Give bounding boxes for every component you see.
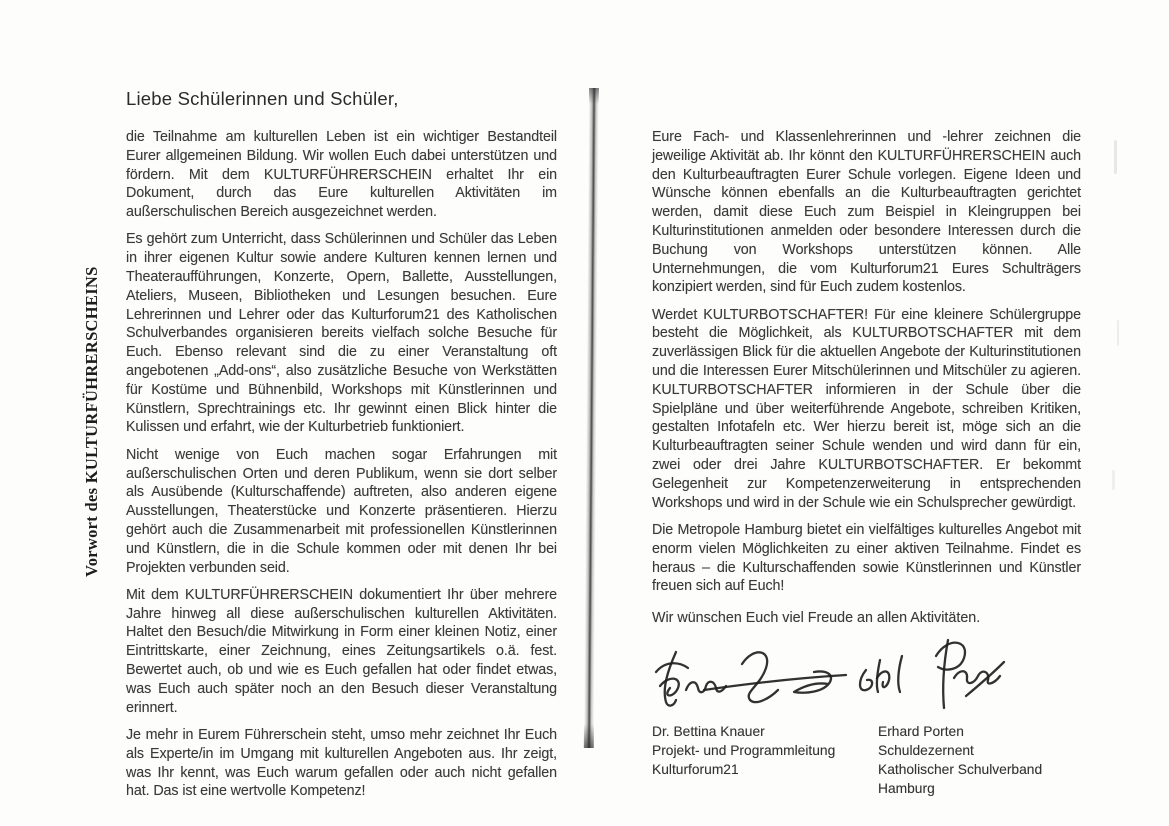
page-fold-line <box>584 88 599 748</box>
signatory-right <box>878 722 1081 798</box>
signature-erhard-porten-image <box>850 634 1010 718</box>
scan-artifact <box>1114 140 1117 174</box>
paragraph: Die Metropole Hamburg bietet ein vielfältiges kulturelles Angebot mit enorm vielen Möglichkeiten zu einer aktiven Teilnahme. Findet es heraus – die Kulturschaffenden sowie Künstlerinnen und Künstler freuen sich auf Euch! <box>652 521 1081 595</box>
left-page <box>126 88 557 810</box>
paragraph: Werdet KULTURBOTSCHAFTER! Für eine kleinere Schülergruppe besteht die Möglichkeit, als KULTURBOTSCHAFTER mit dem zuverlässigen Blick für die aktuellen Angebote der Kulturinstitutionen und die Interessen Eurer Mitschülerinnen und Mitschüler zu agieren. KULTURBOTSCHAFTER informieren in der Schule über die Spielpläne und über weiterführende Angebote, schreiben Kritiken, gestalten Infotafeln etc. Wer hierzu bereit ist, möge sich an die Kulturbeauftragten seiner Schule wenden und wird dann für ein, zwei oder drei Jahre KULTURBOTSCHAFTER. Er bekommt Gelegenheit zur Kompetenzerweiterung in entsprechenden Workshops und wird in der Schule wie ein Schulsprecher gewürdigt. <box>652 306 1081 511</box>
signatory-organization: Katholischer Schulverband Hamburg <box>878 761 1043 796</box>
paragraph: Je mehr in Eurem Führerschein steht, umso mehr zeichnet Ihr Euch als Experte/in im Umgang mit kulturellen Angeboten aus. Ihr zeigt, was Ihr kennt, was Euch warum gefallen oder auch nicht gefallen hat. Das ist eine wertvolle Kompetenz! <box>126 726 557 800</box>
greeting-heading: Liebe Schülerinnen und Schüler, <box>126 88 399 109</box>
signatories-block <box>652 722 1081 798</box>
paragraph: Nicht wenige von Euch machen sogar Erfahrungen mit außerschulischen Orten und deren Publikum, wenn sie dort selber als Ausübende (Kulturschaffende) auftreten, also anderen eigene Ausstellungen, Theaterstücke und Konzerte präsentieren. Hierzu gehört auch die Zusammenarbeit mit professionellen Künstlerinnen und Künstlern, die in die Schule kommen oder mit denen Ihr bei Projekten verbunden seid. <box>126 446 557 576</box>
paragraph: Mit dem KULTURFÜHRERSCHEIN dokumentiert Ihr über mehrere Jahre hinweg all diese außerschulischen kulturellen Aktivitäten. Haltet den Besuch/die Mitwirkung in Form einer kleinen Notiz, einer Eintrittskarte, einer Zeichnung, eines Zeitungsartikels o.ä. fest. Bewertet auch, ob und wie es Euch gefallen hat oder findet etwas, was Euch auch später noch an den Besuch dieser Veranstaltung erinnert. <box>126 586 557 716</box>
paragraph: Eure Fach- und Klassenlehrerinnen und -lehrer zeichnen die jeweilige Aktivität ab. Ihr könnt den KULTURFÜHRERSCHEIN auch den Kulturbeauftragten Eurer Schule vorlegen. Eigene Ideen und Wünsche können ebenfalls an die Kulturbeauftragten gerichtet werden, damit diese Euch zum Beispiel in Kleingruppen bei Kulturinstitutionen anmelden oder besondere Interessen durch die Buchung von Workshops unterstützen können. Alle Unternehmungen, die vom Kulturforum21 Eures Schulträgers konzipiert werden, sind für Euch zudem kostenlos. <box>652 129 1081 296</box>
signatory-name: Erhard Porten <box>878 723 964 739</box>
signatory-name: Dr. Bettina Knauer <box>652 723 765 739</box>
signatory-left <box>652 722 878 798</box>
right-page <box>652 128 1081 798</box>
paragraph: die Teilnahme am kulturellen Leben ist ein wichtiger Bestandteil Eurer allgemeinen Bildung. Wir wollen Euch dabei unterstützen und fördern. Mit dem KULTURFÜHRERSCHEIN erhaltet Ihr ein Dokument, durch das Eure kulturellen Aktivitäten im außerschulischen Bereich ausgezeichnet werden. <box>126 129 557 221</box>
scan-artifact <box>1117 320 1119 346</box>
paragraph: Es gehört zum Unterricht, dass Schülerinnen und Schüler das Leben in ihrer eigenen Kultur sowie andere Kulturen kennen lernen und Theateraufführungen, Konzerte, Opern, Ballette, Ausstellungen, Ateliers, Museen, Bibliotheken und Lesungen besuchen. Eure Lehrerinnen und Lehrer oder das Kulturforum21 des Katholischen Schulverbandes organisieren bereits vielfach solche Besuche für Euch. Ebenso relevant sind die zu einer Veranstaltung oft angebotenen „Add-ons“, also zusätzliche Besuche von Werkstätten für Kostüme und Bühnenbild, Workshops mit Künstlerinnen und Künstlern, Sprechtrainings etc. Ihr gewinnt einen Blick hinter die Kulissen und erfahrt, wie der Kulturbetrieb funktioniert. <box>126 231 557 436</box>
signature-bettina-knauer-image <box>646 642 856 718</box>
signatory-role: Schuldezernent <box>878 742 974 758</box>
signatory-organization: Kulturforum21 <box>652 761 739 777</box>
signature-row <box>652 640 1081 718</box>
signatory-role: Projekt- und Programmleitung <box>652 742 836 758</box>
scan-artifact <box>1112 470 1115 490</box>
chapter-sidebar-title: Vorwort des KULTURFÜHRERSCHEINS <box>82 266 101 577</box>
closing-line: Wir wünschen Euch viel Freude an allen Aktivitäten. <box>652 610 981 627</box>
